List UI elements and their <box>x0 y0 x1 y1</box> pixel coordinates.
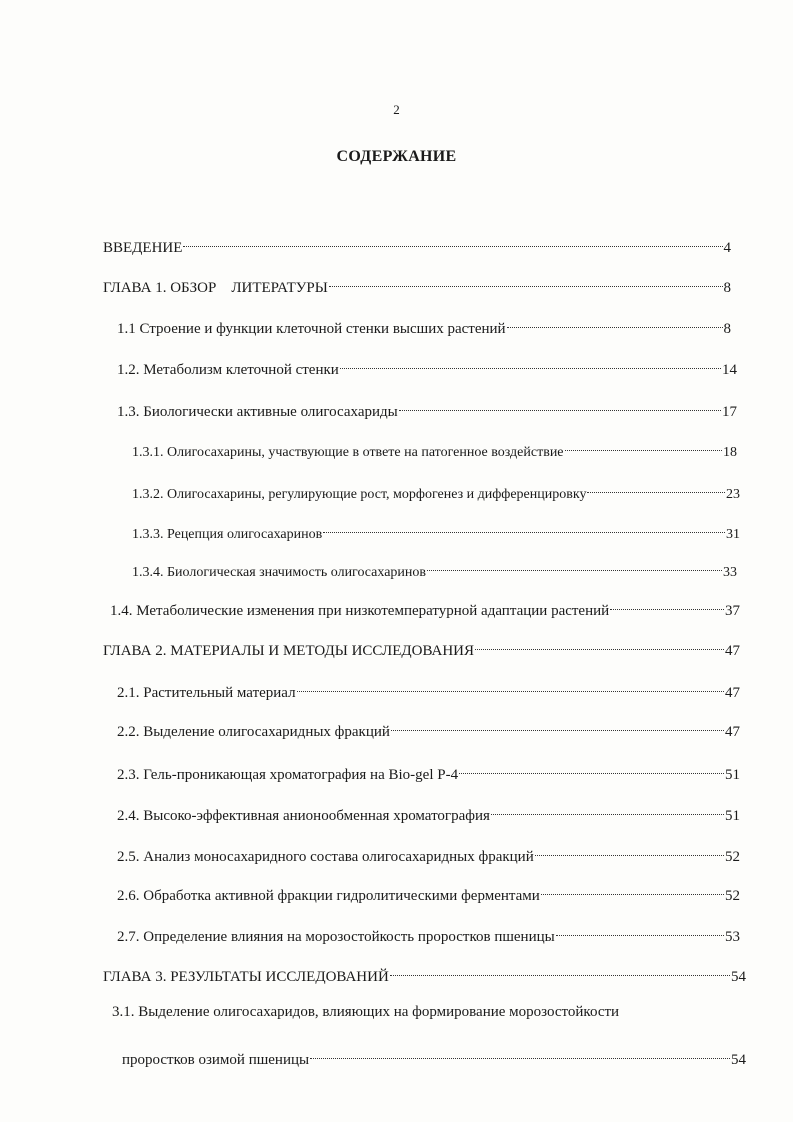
toc-entry-1-2 <box>117 354 737 380</box>
toc-entry-label: 2.2. Выделение олигосахаридных фракций <box>117 724 390 740</box>
toc-entry-label: ГЛАВА 3. РЕЗУЛЬТАТЫ ИССЛЕДОВАНИЙ <box>103 969 389 985</box>
toc-entry-chapter-2 <box>103 635 740 661</box>
toc-leader <box>535 841 724 861</box>
toc-entry-label: 2.4. Высоко-эффективная анионообменная хроматография <box>117 808 490 824</box>
toc-entry-page: 53 <box>725 929 740 945</box>
page-number: 2 <box>393 102 400 117</box>
toc-entry-2-3 <box>117 759 740 785</box>
toc-leader <box>323 518 725 538</box>
toc-leader <box>390 961 730 981</box>
toc-leader <box>340 354 721 374</box>
toc-entry-label: 1.2. Метаболизм клеточной стенки <box>117 362 339 378</box>
toc-entry-page: 47 <box>725 685 740 701</box>
toc-entry-1-4 <box>110 595 740 621</box>
toc-entry-2-4 <box>117 800 740 826</box>
toc-entry-page: 51 <box>725 767 740 783</box>
toc-entry-page: 8 <box>723 321 731 337</box>
toc-entry-page: 8 <box>723 280 731 296</box>
toc-entry-chapter-3 <box>103 961 746 987</box>
toc-entry-page: 31 <box>726 527 740 542</box>
toc-entry-label: 1.3.4. Биологическая значимость олигосахаринов <box>132 565 427 580</box>
toc-leader <box>565 436 722 456</box>
toc-entry-label: 1.3.1. Олигосахарины, участвующие в ответе на патогенное воздействие <box>132 445 564 460</box>
toc-leader <box>399 396 721 416</box>
toc-entry-1-3-4 <box>132 556 737 583</box>
toc-entry-page: 52 <box>725 888 740 904</box>
toc-entry-page: 47 <box>725 643 740 659</box>
toc-entry-page: 54 <box>731 1052 746 1068</box>
toc-entry-1-3-2 <box>132 478 740 505</box>
toc-leader <box>329 272 723 292</box>
toc-entry-2-7 <box>117 921 740 947</box>
toc-entry-label: ГЛАВА 1. ОБЗОР ЛИТЕРАТУРЫ <box>103 280 328 296</box>
toc-entry-label: 1.3. Биологически активные олигосахариды <box>117 404 398 420</box>
toc-entry-label: проростков озимой пшеницы <box>122 1052 310 1068</box>
toc-entry-3-1-line-1: 3.1. Выделение олигосахаридов, влияющих на формирование морозостойкости <box>112 1004 620 1020</box>
toc-entry-page: 18 <box>723 445 737 460</box>
toc-leader <box>507 313 723 333</box>
toc-entry-3-1 <box>122 1044 746 1070</box>
toc-leader <box>427 556 722 576</box>
toc-entry-page: 33 <box>723 565 737 580</box>
toc-entry-label: 1.4. Метаболические изменения при низкотемпературной адаптации растений <box>110 603 610 619</box>
toc-entry-1-1 <box>117 313 731 339</box>
toc-entry-label: 1.3.3. Рецепция олигосахаринов <box>132 527 323 542</box>
toc-entry-page: 52 <box>725 849 740 865</box>
toc-entry-page: 17 <box>722 404 737 420</box>
toc-entry-2-1 <box>117 677 740 703</box>
toc-entry-1-3-1 <box>132 436 737 463</box>
toc-entry-label: 2.3. Гель-проникающая хроматография на Bio-gel P-4 <box>117 767 459 783</box>
toc-entry-label: 2.7. Определение влияния на морозостойкость проростков пшеницы <box>117 929 555 945</box>
toc-entry-2-6 <box>117 880 740 906</box>
toc-entry-1-3-3 <box>132 518 740 545</box>
toc-entry-page: 23 <box>726 487 740 502</box>
toc-entry-page: 37 <box>725 603 740 619</box>
toc-leader <box>587 478 725 498</box>
toc-leader <box>610 595 724 615</box>
toc-leader <box>391 716 724 736</box>
toc-leader <box>556 921 724 941</box>
toc-entry-page: 47 <box>725 724 740 740</box>
toc-entry-label: 1.1 Строение и функции клеточной стенки высших растений <box>117 321 506 337</box>
toc-entry-chapter-1 <box>103 272 731 298</box>
toc-leader <box>297 677 724 697</box>
toc-leader <box>459 759 724 779</box>
toc-entry-page: 14 <box>722 362 737 378</box>
toc-entry-page: 51 <box>725 808 740 824</box>
toc-leader <box>491 800 724 820</box>
toc-entry-page: 54 <box>731 969 746 985</box>
toc-leader <box>541 880 724 900</box>
toc-entry-label: ГЛАВА 2. МАТЕРИАЛЫ И МЕТОДЫ ИССЛЕДОВАНИЯ <box>103 643 475 659</box>
toc-entry-label: 2.1. Растительный материал <box>117 685 296 701</box>
toc-entry-1-3 <box>117 396 737 422</box>
toc-entry-page: 4 <box>723 240 731 256</box>
toc-entry-introduction <box>103 232 731 258</box>
toc-entry-label: 2.6. Обработка активной фракции гидролитическими ферментами <box>117 888 540 904</box>
toc-entry-2-2 <box>117 716 740 742</box>
toc-leader <box>310 1044 730 1064</box>
toc-entry-label: 1.3.2. Олигосахарины, регулирующие рост, морфогенез и дифференцировку <box>132 487 587 502</box>
toc-entry-label: 2.5. Анализ моносахаридного состава олигосахаридных фракций <box>117 849 534 865</box>
toc-leader <box>475 635 724 655</box>
toc-leader <box>183 232 722 252</box>
page-title: СОДЕРЖАНИЕ <box>336 148 457 165</box>
toc-entry-2-5 <box>117 841 740 867</box>
toc-entry-label: ВВЕДЕНИЕ <box>103 240 183 256</box>
